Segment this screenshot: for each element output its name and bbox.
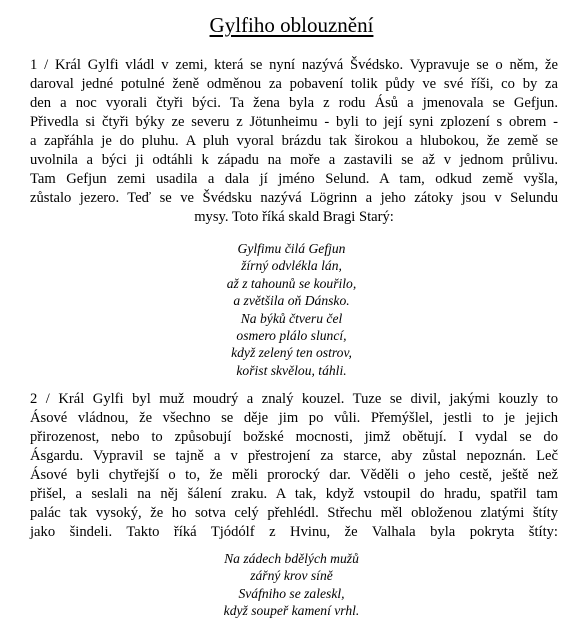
section-1-poem bbox=[0, 240, 583, 379]
poem-line: osmero plálo sluncí, bbox=[236, 328, 347, 344]
paragraph-line: Ásové vládnou, že všechno se děje jim po vůli. Přemýšlel, jestli to je jejich bbox=[30, 410, 558, 426]
paragraph-line: daroval jedné potulné ženě odměnou za pobavení tolik půdy ve své říši, co by za bbox=[30, 76, 558, 92]
poem-line: až z tahounů se kouřilo, bbox=[226, 275, 357, 291]
poem-line: Na býků čtveru čel bbox=[240, 310, 343, 326]
paragraph-line: palác tak vysoký, že ho sotva celý přehlédl. Střechu měl obloženou zlatými štíty bbox=[30, 505, 558, 521]
paragraph-line: mysy. Toto říká skald Bragi Starý: bbox=[194, 209, 394, 225]
poem-line: a zvětšila oň Dánsko. bbox=[233, 293, 350, 309]
poem-line: Na zádech bdělých mužů bbox=[224, 551, 359, 566]
poem-line: kořist skvělou, táhli. bbox=[236, 362, 347, 378]
paragraph-line: a zapřáhla je do pluhu. A pluh vyoral brázdu tak širokou a hlubokou, že země se bbox=[30, 133, 558, 149]
document-title: Gylfiho oblouznění bbox=[209, 13, 374, 37]
section-1-paragraph bbox=[30, 56, 558, 227]
paragraph-line: Tam Gefjun zemi usadila a dala jí jméno Selund. A tam, odkud země vyšla, bbox=[30, 171, 558, 187]
poem-line: žírný odvlékla lán, bbox=[241, 258, 342, 274]
paragraph-line: 1 / Král Gylfi vládl v zemi, která se nyní nazývá Švédsko. Vypravuje se o něm, že bbox=[30, 57, 558, 73]
paragraph-line: 2 / Král Gylfi byl muž moudrý a znalý kouzel. Tuze se divil, jakými kouzly to bbox=[30, 391, 558, 407]
poem-line: zářný krov síně bbox=[250, 568, 333, 584]
section-2-paragraph bbox=[30, 390, 558, 542]
paragraph-line: přišel, a seslali na něj šálení zraku. A tak, když vstoupil do hradu, spatřil tam bbox=[30, 486, 558, 502]
paragraph-line: Ásové byli chytřejší o to, že měli prorocký dar. Věděli o jeho cestě, ještě než bbox=[30, 467, 558, 483]
paragraph-line: den a noc vyorali čtyři býci. Ta žena byla z rodu Ásů a jmenovala se Gefjun. bbox=[30, 95, 558, 111]
poem-line: když soupeř kamení vrhl. bbox=[223, 603, 360, 619]
section-2-poem bbox=[0, 550, 583, 620]
poem-line: Sváfniho se zaleskl, bbox=[238, 585, 345, 601]
paragraph-line: Přivedla si čtyři býky ze severu z Jötunheimu - byli to její syni zplození s obrem - bbox=[30, 114, 558, 130]
paragraph-line: jako šindeli. Takto říká Tjódólf z Hvinu, že Valhala byla pokryta štíty: bbox=[30, 524, 558, 540]
paragraph-line: Ásgardu. Vypravil se tajně a v přestrojení za starce, aby zůstal nepoznán. Leč bbox=[30, 448, 558, 464]
paragraph-line: přirozenost, nebo to způsobují božské mocnosti, jimž obětují. I vydal se do bbox=[30, 429, 558, 445]
paragraph-line: zůstalo jezero. Teď se ve Švédsku nazývá Lögrinn a jeho zátoky jsou v Selundu bbox=[30, 190, 558, 206]
poem-line: když zelený ten ostrov, bbox=[231, 345, 352, 361]
paragraph-line: uvolnila a býci ji odtáhli k západu na moře a zastavili se až v jednom průlivu. bbox=[30, 152, 558, 168]
poem-line: Gylfimu čilá Gefjun bbox=[237, 241, 346, 256]
